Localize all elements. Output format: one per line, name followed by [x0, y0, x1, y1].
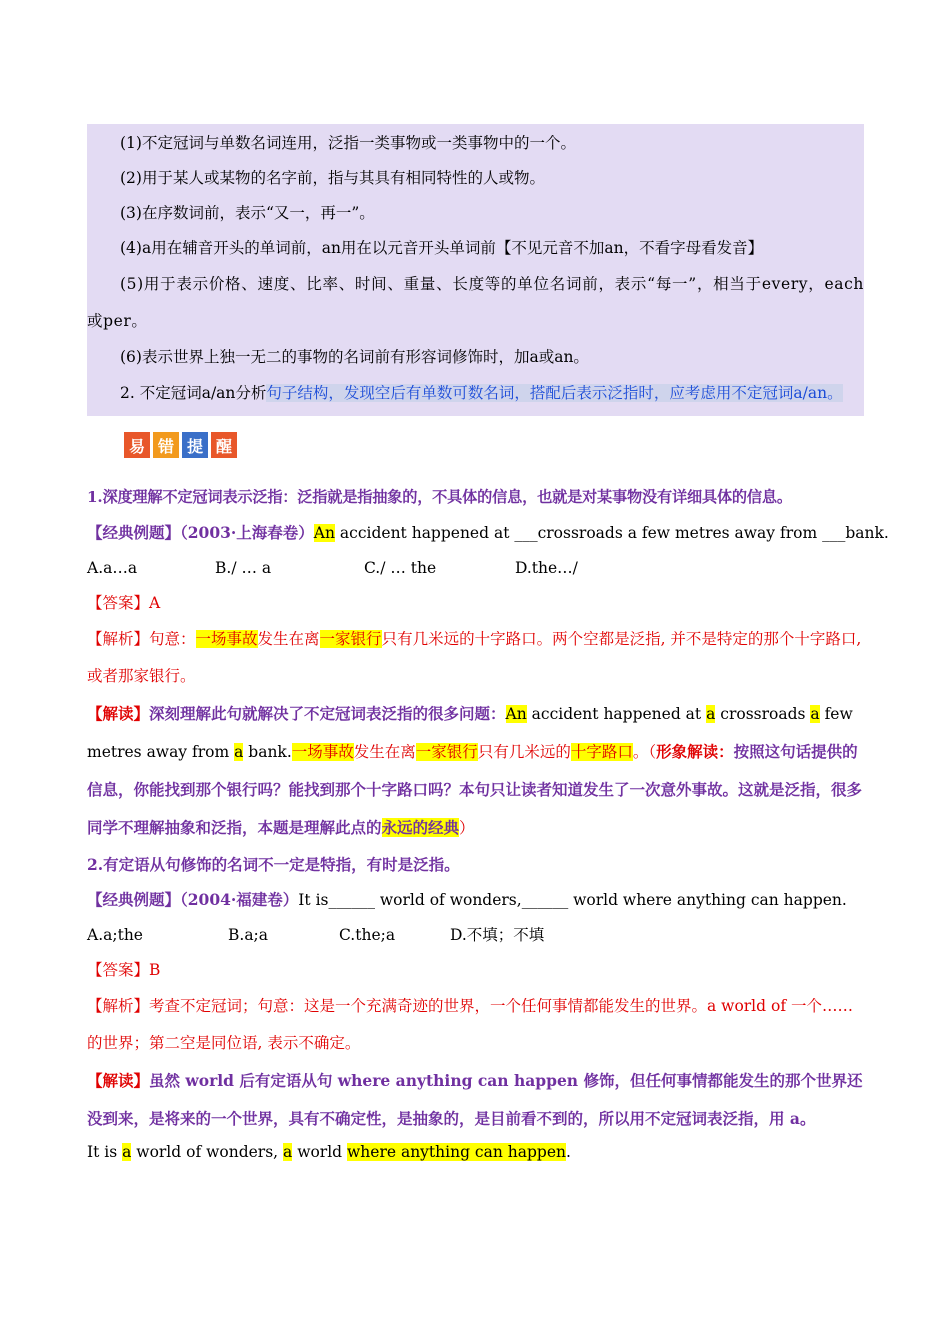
- q1-example-an: An: [313, 524, 335, 542]
- q1-option-b: B./ … a: [215, 559, 272, 577]
- q1-jiexi: [87, 621, 864, 695]
- q1-jiedu-a2: a: [810, 705, 820, 723]
- q1-options: [87, 551, 864, 586]
- q2-example: [87, 882, 864, 918]
- q2-final-sentence: [87, 1138, 864, 1166]
- question-2: [87, 847, 864, 1166]
- q1-jiedu-an: An: [505, 705, 527, 723]
- q2-example-text: It is______ world of wonders,______ world where anything can happen.: [298, 891, 847, 909]
- q1-jiedu-t1: 深刻理解此句就解决了不定冠词表泛指的很多问题：: [149, 704, 506, 723]
- q1-jiedu-e4: bank.: [243, 743, 292, 761]
- q1-option-d: D.the…/: [515, 559, 578, 577]
- q2-example-label: 【经典例题】（2004·福建卷）: [87, 890, 299, 909]
- badge-char-3: 提: [182, 432, 208, 458]
- rules-box: [87, 124, 864, 416]
- q2-heading: 2.有定语从句修饰的名词不一定是特指，有时是泛指。: [87, 855, 460, 874]
- q1-jiedu-label: 【解读】: [87, 704, 150, 723]
- q2-jiedu-label: 【解读】: [87, 1071, 150, 1090]
- q1-example-label: 【经典例题】（2003·上海春卷）: [87, 523, 314, 542]
- rule-6: (6)表示世界上独一无二的事物的名词前有形容词修饰时，加a或an。: [120, 348, 589, 366]
- q1-option-c: C./ … the: [364, 559, 437, 577]
- q1-heading: 1.深度理解不定冠词表示泛指：泛指就是指抽象的，不具体的信息，也就是对某事物没有详细具体的信息。: [87, 488, 792, 506]
- q1-jiedu-e3: few metres away from: [87, 705, 853, 761]
- q1-jiexi-t1: 发生在离: [257, 630, 320, 648]
- q2-final-t1: It is: [87, 1143, 123, 1161]
- q1-option-a: A.a…a: [87, 559, 138, 577]
- q2-final-t2: world of wonders,: [131, 1143, 284, 1161]
- q2-jiedu-text: 虽然 world 后有定语从句 where anything can happen 修饰，但任何事情都能发生的那个世界还没到来，是将来的一个世界，具有不确定性，是抽象的，是目前看不到的，所以用不定冠词表泛指，用 a。: [87, 1071, 863, 1128]
- rule-1: (1)不定冠词与单数名词连用，泛指一类事物或一类事物中的一个。: [120, 134, 576, 152]
- q2-option-b: B.a;a: [228, 926, 269, 944]
- mistake-reminder-badges: [124, 432, 864, 458]
- q2-jiedu: [87, 1062, 864, 1138]
- q1-jiedu-hl1: 一场事故: [291, 743, 354, 761]
- q2-final-a1: a: [122, 1143, 132, 1161]
- q1-jiedu: [87, 695, 864, 847]
- badge-char-2: 错: [153, 432, 179, 458]
- rule-3: (3)在序数词前，表示“又一，再一”。: [120, 204, 375, 222]
- q1-jiedu-p1: 按照这句话提供的信息，你能找到那个银行吗？能找到那个十字路口吗？本句只让读者知道发生了一次意外事故。这就是泛指，很多同学不理解抽象和泛指，本题是理解此点的: [87, 742, 863, 837]
- q2-final-t3: world: [292, 1143, 348, 1161]
- q1-jiexi-label: 【解析】句意：: [87, 630, 196, 648]
- analysis-line: [87, 375, 864, 412]
- q2-option-c: C.the;a: [339, 926, 396, 944]
- q2-final-a2: a: [283, 1143, 293, 1161]
- badge-char-4: 醒: [211, 432, 237, 458]
- q1-jiedu-e2: crossroads: [715, 705, 811, 723]
- q1-jiedu-a3: a: [234, 743, 244, 761]
- rule-4: (4)a用在辅音开头的单词前，an用在以元音开头单词前【不见元音不加an，不看字母看发音】: [120, 239, 764, 257]
- q1-example: [87, 515, 889, 551]
- q1-jiedu-a1: a: [706, 705, 716, 723]
- q1-jiedu-c1: 发生在离: [353, 743, 416, 761]
- q2-option-d: D.不填；不填: [450, 926, 545, 944]
- q1-jiedu-e1: accident happened at: [526, 705, 707, 723]
- q1-jiedu-hl4: 永远的经典: [381, 818, 460, 837]
- q2-final-hl: where anything can happen: [347, 1143, 566, 1161]
- document-page: [87, 124, 889, 1166]
- q1-jiedu-hl3: 十字路口: [570, 743, 633, 761]
- q1-jiedu-hl2: 一家银行: [415, 743, 478, 761]
- analysis-highlight: 句子结构，发现空后有单数可数名词，搭配后表示泛指时，应考虑用不定冠词a/an。: [266, 384, 843, 402]
- badge-char-1: 易: [124, 432, 150, 458]
- q1-jiexi-hl2: 一家银行: [319, 630, 382, 648]
- q1-jiedu-end: ）: [459, 819, 475, 837]
- q1-jiexi-t2: 只有几米远的十字路口。两个空都是泛指, 并不是特定的那个十字路口, 或者那家银行。: [87, 630, 862, 685]
- q2-options: [87, 918, 864, 953]
- q1-jiedu-c3: 。（: [632, 743, 657, 761]
- q2-jiexi: 【解析】考查不定冠词；句意：这是一个充满奇迹的世界，一个任何事情都能发生的世界。a world of 一个……的世界；第二空是同位语, 表示不确定。: [87, 997, 853, 1052]
- q2-answer: 【答案】B: [87, 961, 161, 979]
- q2-final-t4: .: [565, 1143, 571, 1161]
- q1-example-text: accident happened at ___crossroads a few metres away from ___bank.: [334, 524, 889, 542]
- question-1: [87, 480, 889, 847]
- q1-jiedu-xingxiang: 形象解读：: [656, 742, 734, 761]
- analysis-prefix: 2. 不定冠词a/an分析: [120, 384, 267, 402]
- q1-answer: 【答案】A: [87, 594, 161, 612]
- q1-jiexi-hl1: 一场事故: [195, 630, 258, 648]
- rule-2: (2)用于某人或某物的名字前，指与其具有相同特性的人或物。: [120, 169, 545, 187]
- rule-5: (5)用于表示价格、速度、比率、时间、重量、长度等的单位名词前，表示“每一”，相当于every，each或per。: [87, 275, 864, 330]
- q1-jiedu-c2: 只有几米远的: [477, 743, 571, 761]
- q2-option-a: A.a;the: [87, 926, 143, 944]
